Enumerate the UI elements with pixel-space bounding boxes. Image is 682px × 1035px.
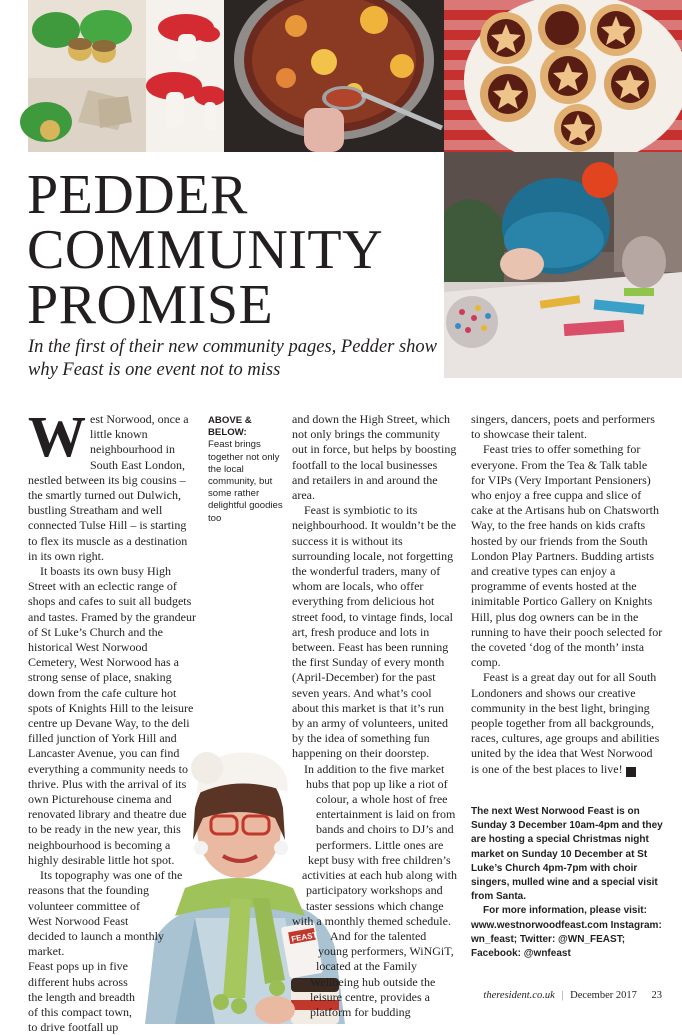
article-column-2: [292, 412, 457, 1035]
paragraph-text: Feast is a great day out for all South Londoners and shows our creative community in the best light, bringing people together from all backgrounds, races, cultures, age groups and abilities united by the idea that West Norwood is one of the best places to live!: [471, 670, 660, 776]
article-paragraph: [471, 670, 663, 776]
article-paragraph: [292, 929, 457, 1020]
paragraph-text: Feast pops up in five different hubs across the length and breadth of this compact town, to drive footfall up: [28, 959, 135, 1035]
feast-badge-text: FEAST: [290, 930, 319, 944]
caption-heading: ABOVE & BELOW:: [208, 415, 252, 439]
photo-mince-pies: [444, 0, 682, 152]
article-column-3: [471, 412, 663, 777]
photo-mulled-wine-pot: [224, 0, 444, 152]
footer-separator: |: [561, 990, 564, 1001]
drop-cap: W: [28, 404, 86, 469]
caption-text: Feast brings together not only the local community, but some rather delightful goodies too: [208, 439, 283, 524]
article-paragraph: [292, 762, 457, 929]
paragraph-text: And for the talented young performers, WiNGiT, located at the Family Wellbeing hub outside the leisure centre, provides a platform for budding: [310, 928, 454, 1019]
title-line-1: PEDDER: [27, 164, 248, 226]
article-paragraph: and down the High Street, which not only brings the community out in force, but helps by boosting footfall to the local businesses and retailers in and around the area.: [292, 412, 457, 503]
footer-website: theresident.co.uk: [483, 990, 555, 1001]
article-column-1: [28, 404, 198, 1035]
event-details: The next West Norwood Feast is on Sunday 3 December 10am-4pm and they are hosting a special Christmas night market on Sunday 10 December at St Luke’s Church 4pm-7pm with choir singers, mulled wine and a special visit from Santa.: [471, 806, 663, 903]
photo-felt-crafts: [28, 0, 224, 152]
article-paragraph: Feast is symbiotic to its neighbourhood. It wouldn’t be the success it is without its surrounding locale, not forgetting the wonderful traders, many of whom are locals, who offer everything from delicious hot street food, to vintage finds, local art, fresh produce and lots in between. Feast has been running the first Sunday of every month (April-December) for the past seven years. And what’s cool about this market is that it’s run by an army of volunteers, united by the idea of something fun happening on their doorstep.: [292, 503, 457, 761]
page-title: [27, 164, 442, 336]
standfirst: In the first of their new community pages, Pedder show why Feast is one event not to miss: [28, 337, 438, 380]
photo-kids-crafts: [444, 152, 682, 378]
event-info: [471, 805, 667, 961]
article-paragraph: Feast tries to offer something for everyone. From the Tea & Talk table for VIPs (Very Important Pensioners) who enjoy a free cuppa and slice of cake at the Artisans hub on Chatsworth Way, to the free hands on kids crafts hosted by our friends from the South London Play Partners. Budding artists and creative types can enjoy a programme of events hosted at the inimitable Portico Gallery on Knights Hill, plus dog owners can be in the running to have their pooch selected for the coveted ‘dog of the month’ insta comp.: [471, 442, 663, 670]
article-paragraph: [28, 868, 198, 959]
photo-caption: [208, 415, 286, 525]
paragraph-text: Its topography was one of the reasons that the founding volunteer committee of West Norwood Feast decided to launch a monthly market.: [28, 868, 183, 959]
article-paragraph: [28, 959, 198, 1035]
end-mark-icon: r: [626, 767, 636, 777]
contact-details: For more information, please visit: www.westnorwoodfeast.com Instagram: wn_feast; Twitter: @WN_FEAST; Facebook: @wnfeast: [471, 905, 662, 960]
paragraph-text: est Norwood, once a little known neighbourhood in South East London, nestled between its big cousins – the smartly turned out Dulwich, bustling Streatham and well connected Tulse Hill – is starting to flex its muscle as a destination in its own right.: [28, 412, 189, 563]
paragraph-text: In addition to the five market hubs that pop up like a riot of colour, a whole host of free entertainment is laid on from bands and choirs to DJ’s and performers. Little ones are kept busy with free children’s activities at each hub along with participatory workshops and taster sessions which change with a monthly themed schedule.: [292, 761, 457, 928]
article-paragraph: [28, 404, 198, 564]
page-number: 23: [651, 990, 662, 1001]
title-line-3: PROMISE: [27, 274, 274, 336]
title-line-2: COMMUNITY: [27, 219, 384, 281]
page-footer: [483, 990, 662, 1001]
footer-issue: December 2017: [570, 990, 637, 1001]
article-paragraph: singers, dancers, poets and performers to showcase their talent.: [471, 412, 655, 442]
article-paragraph: It boasts its own busy High Street with an eclectic range of shops and cafes to suit all budgets and tastes. Framed by the grandeur of St Luke’s Church and the historical West Norwood Cemetery, West Norwood has a strong sense of place, snaking down from the cafe culture hot spots of Knights Hill to the leisure centre up Devane Way, to the deli filled junction of York Hill and Lancaster Avenue, you can find everything a community needs to thrive. Plus with the arrival of its own Picturehouse cinema and renovated library and theatre due to be ready in the new year, this neighbourhood is becoming a highly desirable little hot spot.: [28, 564, 196, 867]
